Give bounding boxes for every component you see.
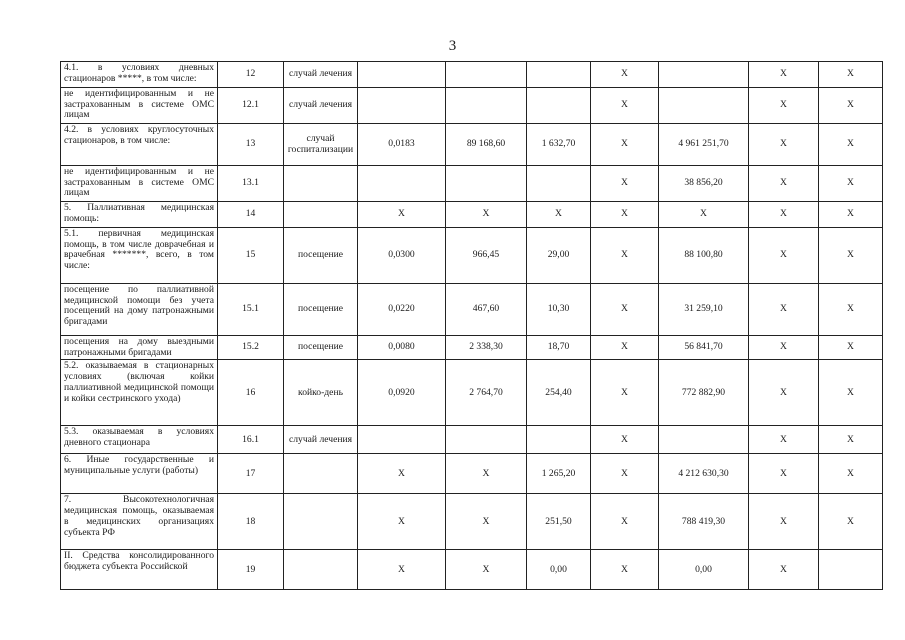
table-row bbox=[61, 88, 883, 124]
value-cell-1: X bbox=[358, 494, 446, 550]
value-cell-5: 788 419,30 bbox=[659, 494, 749, 550]
value-cell-3: X bbox=[527, 202, 591, 228]
table-row bbox=[61, 284, 883, 336]
value-cell-4: X bbox=[591, 202, 659, 228]
value-cell-1 bbox=[358, 166, 446, 202]
value-cell-1: X bbox=[358, 202, 446, 228]
value-cell-7: X bbox=[819, 62, 883, 88]
table-row bbox=[61, 124, 883, 166]
value-cell-2 bbox=[446, 62, 527, 88]
table-row bbox=[61, 336, 883, 360]
value-cell-6: X bbox=[749, 166, 819, 202]
value-cell-3: 10,30 bbox=[527, 284, 591, 336]
value-cell-5: 38 856,20 bbox=[659, 166, 749, 202]
value-cell-7: X bbox=[819, 124, 883, 166]
value-cell-5: 31 259,10 bbox=[659, 284, 749, 336]
value-cell-2: 89 168,60 bbox=[446, 124, 527, 166]
value-cell-2: X bbox=[446, 494, 527, 550]
value-cell-1 bbox=[358, 426, 446, 454]
row-name-cell: 5. Паллиативная медицинская помощь: bbox=[61, 202, 218, 228]
value-cell-1: 0,0183 bbox=[358, 124, 446, 166]
value-cell-4: X bbox=[591, 228, 659, 284]
row-number-cell: 15 bbox=[218, 228, 284, 284]
row-number-cell: 12 bbox=[218, 62, 284, 88]
row-unit-cell: случай лечения bbox=[284, 88, 358, 124]
row-unit-cell bbox=[284, 166, 358, 202]
value-cell-3 bbox=[527, 166, 591, 202]
value-cell-7: X bbox=[819, 494, 883, 550]
value-cell-5: 0,00 bbox=[659, 550, 749, 590]
value-cell-3: 251,50 bbox=[527, 494, 591, 550]
value-cell-6: X bbox=[749, 88, 819, 124]
value-cell-5: X bbox=[659, 202, 749, 228]
value-cell-7: X bbox=[819, 284, 883, 336]
value-cell-3 bbox=[527, 426, 591, 454]
value-cell-5: 56 841,70 bbox=[659, 336, 749, 360]
row-name-cell: не идентифицированным и не застрахованным в системе ОМС лицам bbox=[61, 88, 218, 124]
row-name-cell: 4.2. в условиях круглосуточных стационаров, в том числе: bbox=[61, 124, 218, 166]
value-cell-7: X bbox=[819, 166, 883, 202]
row-unit-cell: случай лечения bbox=[284, 426, 358, 454]
table-row bbox=[61, 166, 883, 202]
row-number-cell: 15.2 bbox=[218, 336, 284, 360]
value-cell-1: 0,0220 bbox=[358, 284, 446, 336]
table-row bbox=[61, 426, 883, 454]
table-row bbox=[61, 494, 883, 550]
value-cell-3: 1 265,20 bbox=[527, 454, 591, 494]
value-cell-7: X bbox=[819, 228, 883, 284]
value-cell-5 bbox=[659, 88, 749, 124]
page-number: 3 bbox=[448, 38, 457, 54]
value-cell-4: X bbox=[591, 360, 659, 426]
value-cell-6: X bbox=[749, 360, 819, 426]
row-name-cell: II. Средства консолидированного бюджета субъекта Российской bbox=[61, 550, 218, 590]
value-cell-2 bbox=[446, 426, 527, 454]
value-cell-6: X bbox=[749, 426, 819, 454]
value-cell-3: 254,40 bbox=[527, 360, 591, 426]
row-number-cell: 15.1 bbox=[218, 284, 284, 336]
value-cell-4: X bbox=[591, 426, 659, 454]
value-cell-2 bbox=[446, 166, 527, 202]
row-number-cell: 13.1 bbox=[218, 166, 284, 202]
row-name-cell: 5.3. оказываемая в условиях дневного стационара bbox=[61, 426, 218, 454]
value-cell-1: X bbox=[358, 550, 446, 590]
value-cell-3 bbox=[527, 88, 591, 124]
value-cell-6: X bbox=[749, 550, 819, 590]
value-cell-2 bbox=[446, 88, 527, 124]
value-cell-4: X bbox=[591, 166, 659, 202]
value-cell-2: 966,45 bbox=[446, 228, 527, 284]
value-cell-1: 0,0080 bbox=[358, 336, 446, 360]
value-cell-1: X bbox=[358, 454, 446, 494]
value-cell-6: X bbox=[749, 494, 819, 550]
row-unit-cell bbox=[284, 202, 358, 228]
value-cell-1: 0,0300 bbox=[358, 228, 446, 284]
row-unit-cell: койко-день bbox=[284, 360, 358, 426]
value-cell-7: X bbox=[819, 336, 883, 360]
value-cell-7: X bbox=[819, 88, 883, 124]
value-cell-2: 467,60 bbox=[446, 284, 527, 336]
value-cell-6: X bbox=[749, 62, 819, 88]
value-cell-6: X bbox=[749, 454, 819, 494]
value-cell-5: 772 882,90 bbox=[659, 360, 749, 426]
value-cell-4: X bbox=[591, 494, 659, 550]
row-name-cell: 5.2. оказываемая в стационарных условиях (включая койки паллиативной медицинской помощи и койки сестринского ухода) bbox=[61, 360, 218, 426]
row-name-cell: посещение по паллиативной медицинской помощи без учета посещений на дому патронажными бригадами bbox=[61, 284, 218, 336]
value-cell-5: 4 212 630,30 bbox=[659, 454, 749, 494]
value-cell-1: 0,0920 bbox=[358, 360, 446, 426]
table-row bbox=[61, 454, 883, 494]
table-row bbox=[61, 228, 883, 284]
value-cell-3: 18,70 bbox=[527, 336, 591, 360]
row-number-cell: 16 bbox=[218, 360, 284, 426]
value-cell-4: X bbox=[591, 88, 659, 124]
row-name-cell: 6. Иные государственные и муниципальные услуги (работы) bbox=[61, 454, 218, 494]
value-cell-6: X bbox=[749, 284, 819, 336]
row-unit-cell: случай госпитализации bbox=[284, 124, 358, 166]
row-unit-cell: посещение bbox=[284, 228, 358, 284]
value-cell-2: 2 338,30 bbox=[446, 336, 527, 360]
value-cell-3: 0,00 bbox=[527, 550, 591, 590]
value-cell-2: X bbox=[446, 454, 527, 494]
row-unit-cell: посещение bbox=[284, 336, 358, 360]
row-name-cell: посещения на дому выездными патронажными бригадами bbox=[61, 336, 218, 360]
row-number-cell: 16.1 bbox=[218, 426, 284, 454]
value-cell-6: X bbox=[749, 336, 819, 360]
value-cell-5: 4 961 251,70 bbox=[659, 124, 749, 166]
value-cell-7: X bbox=[819, 454, 883, 494]
value-cell-2: 2 764,70 bbox=[446, 360, 527, 426]
value-cell-7 bbox=[819, 550, 883, 590]
value-cell-3 bbox=[527, 62, 591, 88]
value-cell-4: X bbox=[591, 336, 659, 360]
row-number-cell: 18 bbox=[218, 494, 284, 550]
row-unit-cell bbox=[284, 454, 358, 494]
value-cell-5 bbox=[659, 62, 749, 88]
value-cell-3: 29,00 bbox=[527, 228, 591, 284]
row-name-cell: 7. Высокотехнологичная медицинская помощь, оказываемая в медицинских организациях субъекта РФ bbox=[61, 494, 218, 550]
table-row bbox=[61, 202, 883, 228]
value-cell-5 bbox=[659, 426, 749, 454]
value-cell-6: X bbox=[749, 228, 819, 284]
row-unit-cell: случай лечения bbox=[284, 62, 358, 88]
row-number-cell: 12.1 bbox=[218, 88, 284, 124]
value-cell-4: X bbox=[591, 62, 659, 88]
row-name-cell: не идентифицированным и не застрахованным в системе ОМС лицам bbox=[61, 166, 218, 202]
row-unit-cell: посещение bbox=[284, 284, 358, 336]
value-cell-7: X bbox=[819, 202, 883, 228]
value-cell-4: X bbox=[591, 550, 659, 590]
value-cell-1 bbox=[358, 88, 446, 124]
row-number-cell: 14 bbox=[218, 202, 284, 228]
value-cell-7: X bbox=[819, 426, 883, 454]
row-name-cell: 5.1. первичная медицинская помощь, в том числе доврачебная и врачебная *******, всего, в том числе: bbox=[61, 228, 218, 284]
row-number-cell: 13 bbox=[218, 124, 284, 166]
value-cell-6: X bbox=[749, 202, 819, 228]
row-unit-cell bbox=[284, 494, 358, 550]
value-cell-4: X bbox=[591, 284, 659, 336]
row-number-cell: 17 bbox=[218, 454, 284, 494]
table-row bbox=[61, 360, 883, 426]
value-cell-2: X bbox=[446, 202, 527, 228]
value-cell-2: X bbox=[446, 550, 527, 590]
value-cell-5: 88 100,80 bbox=[659, 228, 749, 284]
row-unit-cell bbox=[284, 550, 358, 590]
value-cell-3: 1 632,70 bbox=[527, 124, 591, 166]
value-cell-4: X bbox=[591, 124, 659, 166]
row-number-cell: 19 bbox=[218, 550, 284, 590]
table-row bbox=[61, 62, 883, 88]
row-name-cell: 4.1. в условиях дневных стационаров *****, в том числе: bbox=[61, 62, 218, 88]
value-cell-6: X bbox=[749, 124, 819, 166]
value-cell-7: X bbox=[819, 360, 883, 426]
table-row bbox=[61, 550, 883, 590]
value-cell-1 bbox=[358, 62, 446, 88]
value-cell-4: X bbox=[591, 454, 659, 494]
financing-table bbox=[60, 61, 883, 590]
